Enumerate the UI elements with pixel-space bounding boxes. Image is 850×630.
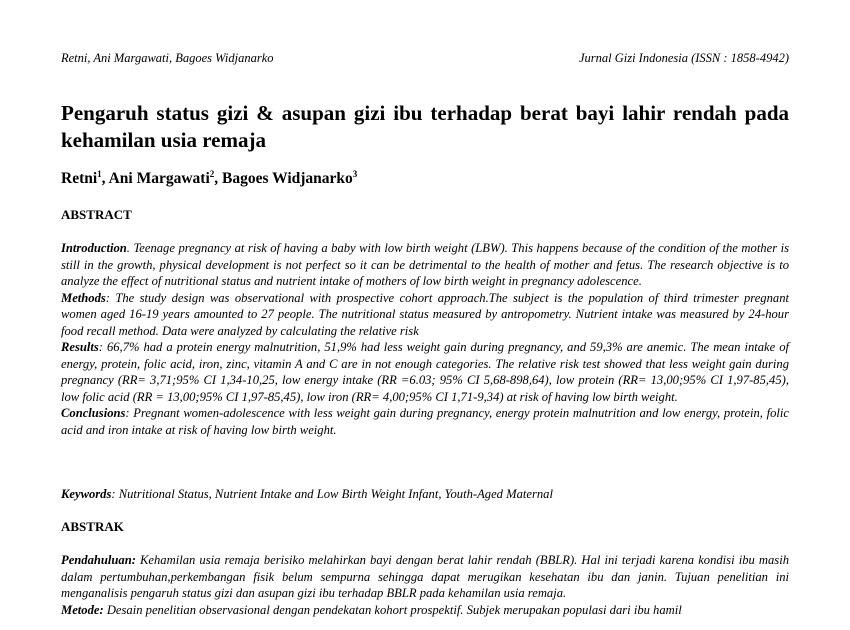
running-header (61, 51, 789, 66)
abstrak-metode (61, 602, 789, 619)
abstrak-heading: ABSTRAK (61, 519, 124, 534)
pendahuluan-text: Kehamilan usia remaja berisiko melahirkan bayi dengan berat lahir rendah (BBLR). Hal ini terjadi karena kondisi ibu masih dalam pertumbuhan,perkembangan fisik belum sempurna sehingga dapat merugikan kesehatan ibu dan janin. Tujuan penelitian ini menganalisis pengaruh status gizi dan asupan gizi ibu terhadap BBLR pada kehamilan usia remaja. (61, 553, 789, 600)
keywords-label: Keywords (61, 487, 112, 501)
abstract-body (61, 240, 789, 438)
introduction-text: . Teenage pregnancy at risk of having a baby with low birth weight (LBW). This happens because of the condition of the mother is still in the growth, physical development is not perfect so it can be detrimental to the health of mother and fetus. The research objective is to analyze the effect of nutritional status and nutrient intake of mothers of low birth weight in pregnancy adolescence. (61, 241, 789, 288)
metode-label: Metode: (61, 602, 104, 617)
author-affiliation-mark: 2 (209, 168, 215, 179)
conclusions-text: : Pregnant women-adolescence with less weight gain during pregnancy, energy protein malnutrition and low energy, protein, folic acid and iron intake at risk of having low birth weight. (61, 406, 789, 437)
abstract-introduction (61, 240, 789, 290)
running-header-authors: Retni, Ani Margawati, Bagoes Widjanarko (61, 51, 274, 65)
pendahuluan-label: Pendahuluan: (61, 553, 136, 567)
keywords (61, 486, 789, 503)
abstrak-pendahuluan (61, 552, 789, 602)
paper-title: Pengaruh status gizi & asupan gizi ibu terhadap berat bayi lahir rendah pada kehamilan usia remaja (61, 101, 789, 152)
introduction-label: Introduction (61, 241, 127, 255)
abstrak-body (61, 552, 789, 618)
author-name: Bagoes Widjanarko (222, 170, 353, 187)
author-list: Retni$^1$, Ani Margawati$^2$, Bagoes Widjanarko$^3$ (61, 168, 358, 187)
abstract-results (61, 339, 789, 405)
author-name: Retni (61, 170, 98, 187)
methods-text: : The study design was observational with prospective cohort approach.The subject is the population of third trimester pregnant women aged 16-19 years amounted to 27 people. The nutritional status measured by antropometry. Nutrient intake was measured by 24-hour food recall method. Data were analyzed by calculating the relative risk (61, 290, 789, 338)
abstract-methods (61, 290, 789, 340)
abstract-conclusions (61, 405, 789, 438)
conclusions-label: Conclusions (61, 406, 126, 420)
results-text: : 66,7% had a protein energy malnutrition, 51,9% had less weight gain during pregnancy, and 59,3% are anemic. The mean intake of energy, protein, folic acid, iron, zinc, vitamin A and C are in not enough categories. The relative risk test showed that less weight gain during pregnancy (RR= 3,71;95% CI 1,34-10,25, low energy intake (RR =6.03; 95% CI 5,68-898,64), low protein (RR= 13,00;95% CI 1,97-85,45), low folic acid (RR = 13,00;95% CI 1,97-85,45), low iron (RR= 4,00;95% CI 1,71-9,34) at risk of having low birth weight. (61, 340, 789, 404)
author-name: Ani Margawati (108, 170, 210, 187)
results-label: Results (61, 340, 99, 354)
keywords-text: : Nutritional Status, Nutrient Intake and Low Birth Weight Infant, Youth-Aged Maternal (111, 487, 553, 501)
abstract-heading: ABSTRACT (61, 207, 132, 222)
metode-text: Desain penelitian observasional dengan pendekatan kohort prospektif. Subjek merupakan populasi dari ibu hamil (103, 602, 682, 617)
methods-label: Methods (61, 290, 106, 305)
running-header-journal: Jurnal Gizi Indonesia (ISSN : 1858-4942) (578, 51, 789, 65)
author-affiliation-mark: 1 (97, 168, 102, 179)
author-affiliation-mark: 3 (352, 168, 358, 179)
